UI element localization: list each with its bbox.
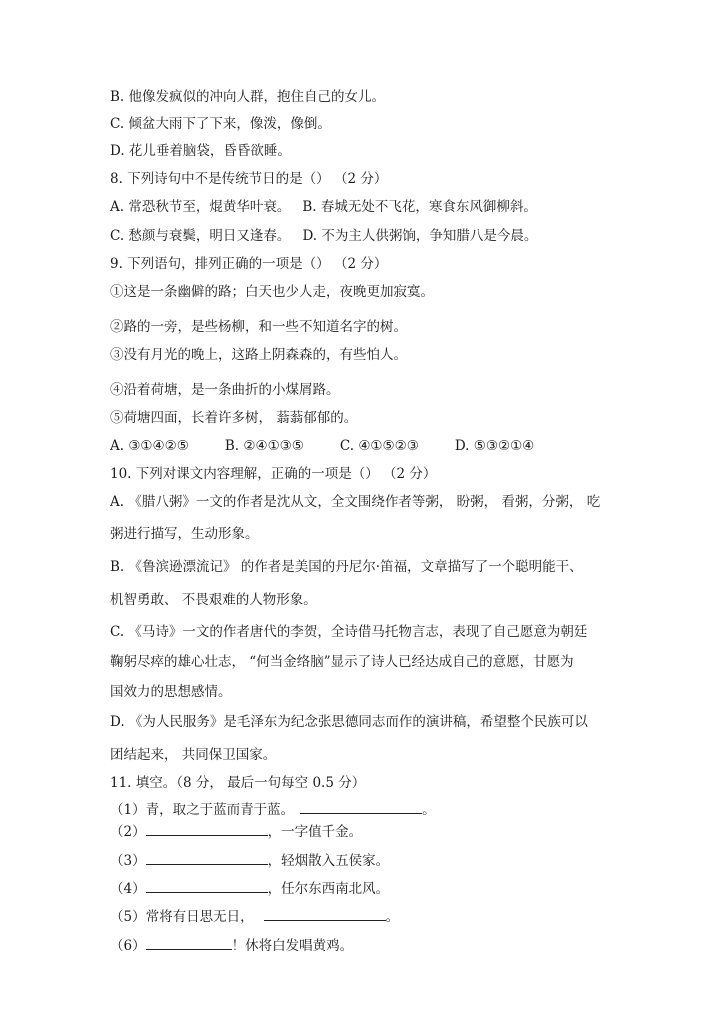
q8-options-cd [110, 227, 537, 245]
q10-option-a-line1: A. 《腊八粥》一文的作者是沈从文，全文围绕作者等粥， 盼粥， 看粥，分粥， 吃 [110, 494, 601, 510]
q8-option-d: D. 不为主人供粥饷，争知腊八是今晨。 [302, 228, 538, 244]
q11-item-4: （4） ，任尔东西南北风。 [110, 881, 390, 897]
q11-item-6: （6） ！休将白发唱黄鸡。 [110, 938, 354, 954]
fill-blank-6[interactable] [146, 936, 232, 950]
fill-blank-2[interactable] [146, 822, 268, 836]
q9-sentence-5: ⑤荷塘四面，长着许多树， 蓊蓊郁郁的。 [110, 410, 358, 426]
q10-option-b-line1: B. 《鲁滨逊漂流记》 的作者是美国的丹尼尔·笛福，文章描写了一个聪明能干、 [110, 559, 583, 575]
q9-sentence-1: ①这是一条幽僻的路；白天也少人走，夜晚更加寂寞。 [110, 284, 434, 300]
q7-option-c: C. 倾盆大雨下了下来，像泼，像倒。 [110, 116, 331, 132]
q11-item-2: （2） ，一字值千金。 [110, 824, 363, 840]
q10-option-c-line1: C. 《马诗》一文的作者唐代的李贺，全诗借马托物言志，表现了自己愿意为朝廷 [110, 624, 588, 640]
q10-option-b-line2: 机智勇敢、 不畏艰难的人物形象。 [110, 592, 317, 608]
q8-stem: 8. 下列诗句中不是传统节日的是（） （2 分） [110, 171, 388, 187]
q9-option-a: A. ③①④②⑤ [110, 438, 189, 454]
q8-option-a: A. 常恐秋节至，焜黄华叶衰。 [110, 199, 291, 215]
q10-option-a-line2: 粥进行描写，生动形象。 [110, 526, 259, 542]
q9-sentence-3: ③没有月光的晚上，这路上阴森森的，有些怕人。 [110, 347, 407, 363]
fill-blank-5[interactable] [264, 907, 386, 921]
fill-blank-4[interactable] [146, 879, 268, 893]
q9-stem: 9. 下列语句，排列正确的一项是（） （2 分） [110, 256, 388, 272]
q11-stem: 11. 填空。（8 分， 最后一句每空 0.5 分） [110, 775, 366, 791]
q10-stem: 10. 下列对课文内容理解，正确的一项是（） （2 分） [110, 466, 437, 482]
fill-blank-3[interactable] [146, 851, 268, 865]
q9-options [110, 437, 534, 455]
q9-option-b: B. ②④①③⑤ [224, 438, 304, 454]
q10-option-c-line3: 国效力的思想感情。 [110, 684, 232, 700]
q11-item-3: （3） ，轻烟散入五侯家。 [110, 853, 390, 869]
q11-item-1: （1）青，取之于蓝而青于蓝。 。 [110, 802, 436, 818]
q7-option-b: B. 他像发疯似的冲向人群，抱住自己的女儿。 [110, 89, 386, 105]
q7-option-d: D. 花儿垂着脑袋，昏昏欲睡。 [110, 143, 291, 159]
q9-sentence-2: ②路的一旁，是些杨柳，和一些不知道名字的树。 [110, 319, 407, 335]
q9-option-c: C. ④①⑤②③ [339, 438, 419, 454]
q8-option-c: C. 愁颜与衰鬓，明日又逢春。 [110, 228, 291, 244]
q10-option-c-line2: 鞠躬尽瘁的雄心壮志， “何当金络脑”显示了诗人已经达成自己的意愿，甘愿为 [110, 654, 574, 670]
q10-option-d-line2: 团结起来， 共同保卫国家。 [110, 747, 277, 763]
q9-option-d: D. ⑤③②①④ [454, 438, 535, 454]
q9-sentence-4: ④沿着荷塘，是一条曲折的小煤屑路。 [110, 382, 340, 398]
q8-option-b: B. 春城无处不飞花，寒食东风御柳斜。 [302, 199, 537, 215]
q11-item-5: （5）常将有日思无日， 。 [110, 909, 400, 925]
q10-option-d-line1: D. 《为人民服务》是毛泽东为纪念张思德同志而作的演讲稿，希望整个民族可以 [110, 714, 588, 730]
q8-options-ab [110, 198, 537, 216]
fill-blank-1[interactable] [300, 800, 422, 814]
